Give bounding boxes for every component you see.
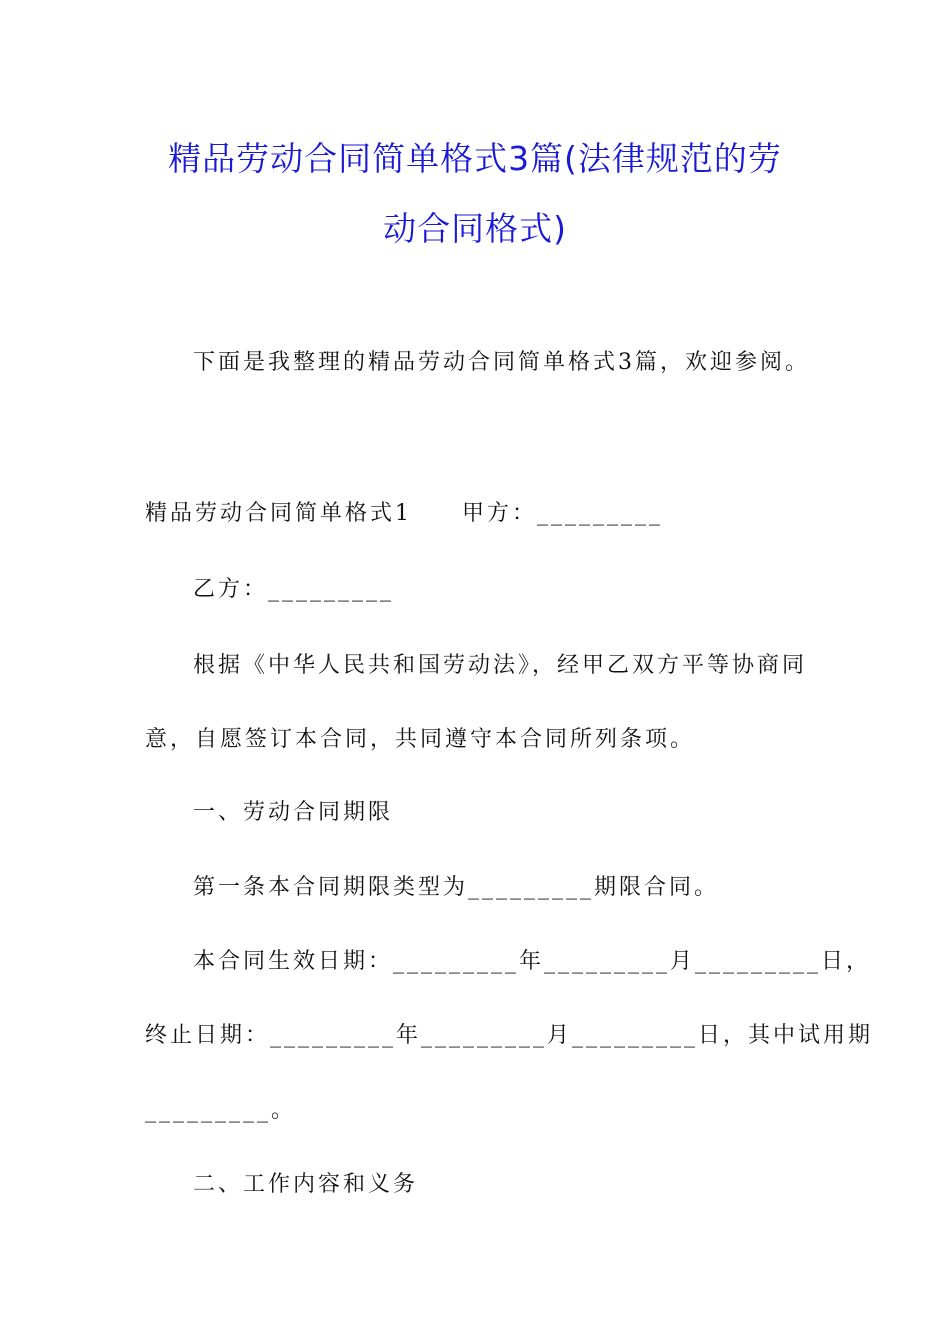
clause-heading-term: 一、劳动合同期限	[193, 800, 394, 825]
party-b-line: 乙方：_________	[193, 577, 395, 602]
clause-heading-duties: 二、工作内容和义务	[193, 1172, 419, 1197]
document-title-line-1: 精品劳动合同简单格式3篇(法律规范的劳	[168, 139, 782, 178]
paragraph-line: 第一条本合同期限类型为_________期限合同。	[193, 875, 720, 900]
paragraph-line: 终止日期：_________年_________月_________日，其中试用期	[145, 1023, 874, 1048]
paragraph-line: 根据《中华人民共和国劳动法》，经甲乙双方平等协商同	[193, 653, 808, 678]
paragraph-line: 本合同生效日期：_________年_________月_________日，	[193, 949, 872, 974]
document-title-line-2: 动合同格式)	[383, 209, 567, 248]
intro-paragraph: 下面是我整理的精品劳动合同简单格式3篇，欢迎参阅。	[193, 350, 810, 375]
section-heading-contract-1: 精品劳动合同简单格式1 甲方：_________	[145, 501, 663, 526]
paragraph-line: 意，自愿签订本合同，共同遵守本合同所列条项。	[145, 727, 696, 752]
paragraph-line: _________。	[145, 1098, 297, 1123]
